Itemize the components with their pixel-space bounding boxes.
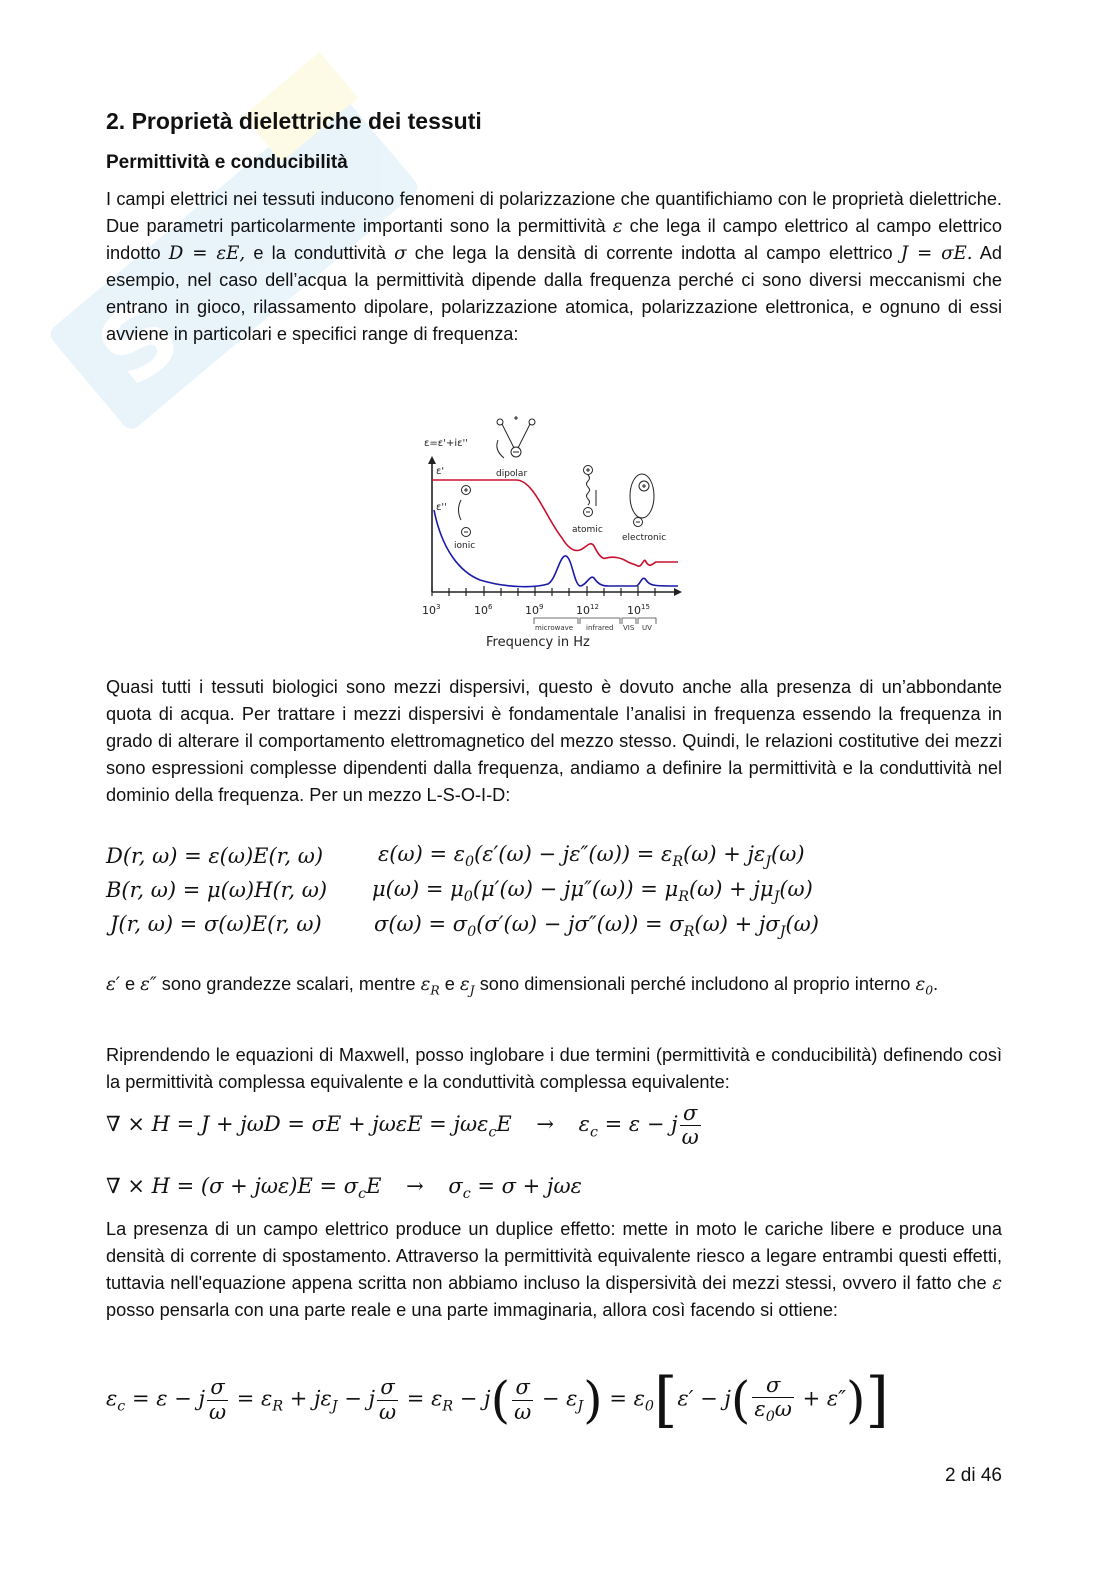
atomic-label: atomic: [572, 525, 603, 535]
eq-maxwell-sigma-c: ∇ × $H = (\sigma + j\omega\varepsilon)E = \sigma_cE \to \sigma_c = \sigma + j\omega\varepsilon$: [106, 1174, 582, 1203]
dipolar-molecule-icon: [497, 416, 535, 458]
math-epsilon: ε: [612, 216, 623, 237]
paragraph-scalars: [106, 966, 1002, 1009]
math-eps-second: ε″: [140, 974, 157, 995]
eq-complex-permittivity: $\varepsilon_c = \varepsilon - j$ $\frac{\sigma}{\omega}$ = $\varepsilon_R + j\varepsilon_J - j$ $\frac{\sigma}{\omega}$ = $\varepsilon_R - j$( $\frac{\sigma}{\omega}$ − $\varepsilon_J) = \varepsilon_0[\varepsilon' - j$( $\frac{\sigma}{\varepsilon_0\omega}$ + ε″)]: [106, 1365, 889, 1435]
band-uv: UV: [642, 624, 652, 632]
text-run: che lega il campo elettrico al campo elettrico indotto: [106, 216, 1002, 263]
tick-label-1e12: $10^{12}$: [576, 603, 599, 617]
eq-constitutive-d: D(r, ω) = ε(ω)E(r, ω): [106, 844, 324, 868]
text-run: e: [124, 974, 136, 994]
band-vis: VIS: [623, 624, 635, 632]
tick-label-1e6: $10^6$: [474, 603, 493, 617]
subsection-title: Permittività e conducibilità: [106, 152, 348, 173]
text-run: e: [444, 974, 455, 994]
ionic-charges-icon: [459, 486, 471, 537]
math-eps-r: $\varepsilon_R$: [420, 974, 440, 998]
text-run: sono dimensionali perché includono al proprio interno: [479, 974, 911, 994]
paragraph-duplex: [106, 1216, 1002, 1324]
text-run: Ad esempio, nel caso dell’acqua la permittività dipende dalla frequenza perché ci sono diversi meccanismi che entrano in gioco, rilassamento dipolare, polarizzazione atomica, polarizzazione elettronica, e ognuno di essi avviene in particolari e specifici range di frequenza:: [106, 243, 1003, 344]
math-j-eq: J = σE.: [900, 243, 973, 264]
tick-label-1e3: $10^3$: [422, 603, 441, 617]
math-eps-prime: ε′: [106, 974, 120, 995]
math-sigma: σ: [394, 243, 407, 264]
ionic-label: ionic: [454, 541, 476, 551]
tick-label-1e15: $10^{15}$: [627, 603, 650, 617]
text-run: sono grandezze scalari, mentre: [161, 974, 416, 994]
math-eps-zero: $\varepsilon_0$: [915, 974, 934, 998]
paragraph-dispersive: Quasi tutti i tessuti biologici sono mezzi dispersivi, questo è dovuto anche alla presenza di un’abbondante quota di acqua. Per trattare i mezzi dispersivi è fondamentale l’analisi in frequenza essendo la frequenza in grado di alterare il comportamento elettromagnetico del mezzo stesso. Quindi, le relazioni costitutive dei mezzi sono espressioni complesse dipendenti dalla frequenza, andiamo a definire la permittività e la conduttività nel dominio della frequenza. Per un mezzo L-S-O-I-D:: [106, 677, 1002, 805]
atomic-spring-icon: [584, 466, 597, 517]
x-axis-label: Frequency in Hz: [486, 635, 590, 650]
eps-imag-label: ε'': [436, 502, 447, 513]
eps-real-label: ε': [436, 466, 445, 477]
text-run: .: [933, 974, 939, 994]
math-epsilon: ε: [992, 1273, 1002, 1294]
electronic-label: electronic: [622, 533, 667, 543]
text-run: I campi elettrici nei tessuti inducono fenomeni di polarizzazione che quantifichiamo con le proprietà dielettriche. Due parametri particolarmente importanti sono la permittività: [106, 189, 1002, 236]
eq-permittivity: $\varepsilon(\omega) = \varepsilon_0(\varepsilon'(\omega) - j\varepsilon''(\omega)) = \varepsilon_R(\omega) + j\varepsilon_J(\omega)$: [378, 842, 805, 871]
section-title: 2. Proprietà dielettriche dei tessuti: [106, 108, 482, 134]
x-axis-arrow: [674, 588, 682, 596]
math-eps-j: $\varepsilon_J$: [459, 974, 475, 998]
eq-conductivity: $\sigma(\omega) = \sigma_0(\sigma'(\omega) - j\sigma''(\omega)) = \sigma_R(\omega) + j\sigma_J(\omega)$: [374, 912, 819, 941]
text-run: posso pensarla con una parte reale e una parte immaginaria, allora così facendo si ottiene:: [106, 1300, 838, 1320]
eq-maxwell-eps-c: ∇ × $H = J + j\omega D = \sigma E + j\omega\varepsilon E = j\omega\varepsilon_cE \to \varepsilon_c = \varepsilon - j$ $\frac{\sigma}{\omega}$: [106, 1101, 699, 1150]
band-microwave: microwave: [535, 624, 574, 632]
formula-label: ε=ε'+iε'': [424, 438, 468, 449]
dipolar-label: dipolar: [496, 469, 528, 479]
tick-label-1e9: $10^9$: [525, 603, 544, 617]
eq-constitutive-j: J(r, ω) = σ(ω)E(r, ω): [110, 912, 322, 936]
math-d-eq: D = εE,: [168, 243, 246, 264]
paragraph-maxwell: Riprendendo le equazioni di Maxwell, posso inglobare i due termini (permittività e conducibilità) definendo così la permittività complessa equivalente e la conduttività complessa equivalente:: [106, 1045, 1002, 1092]
electronic-orbit-icon: [630, 474, 654, 527]
text-run: La presenza di un campo elettrico produce un duplice effetto: mette in moto le cariche libere e produce una densità di corrente di spostamento. Attraverso la permittività equivalente riesco a legare entrambi questi effetti, tuttavia nell'equazione appena scritta non abbiamo incluso la dispersività dei mezzi stessi, ovvero il fatto che: [106, 1219, 1002, 1293]
svg-text:S: S: [76, 277, 202, 409]
page-number: 2 di 46: [944, 1465, 1002, 1486]
paragraph-intro: [106, 186, 1002, 348]
y-axis-arrow: [428, 456, 436, 464]
axis-ticks: [432, 586, 655, 596]
eq-constitutive-b: B(r, ω) = μ(ω)H(r, ω): [106, 878, 328, 902]
eq-permeability: $\mu(\omega) = \mu_0(\mu'(\omega) - j\mu''(\omega)) = \mu_R(\omega) + j\mu_J(\omega)$: [372, 877, 813, 906]
dielectric-spectrum-figure: [416, 414, 686, 654]
band-infrared: infrared: [586, 624, 614, 632]
text-run: e la conduttività: [253, 243, 386, 263]
text-run: che lega la densità di corrente indotta al campo elettrico: [414, 243, 893, 263]
